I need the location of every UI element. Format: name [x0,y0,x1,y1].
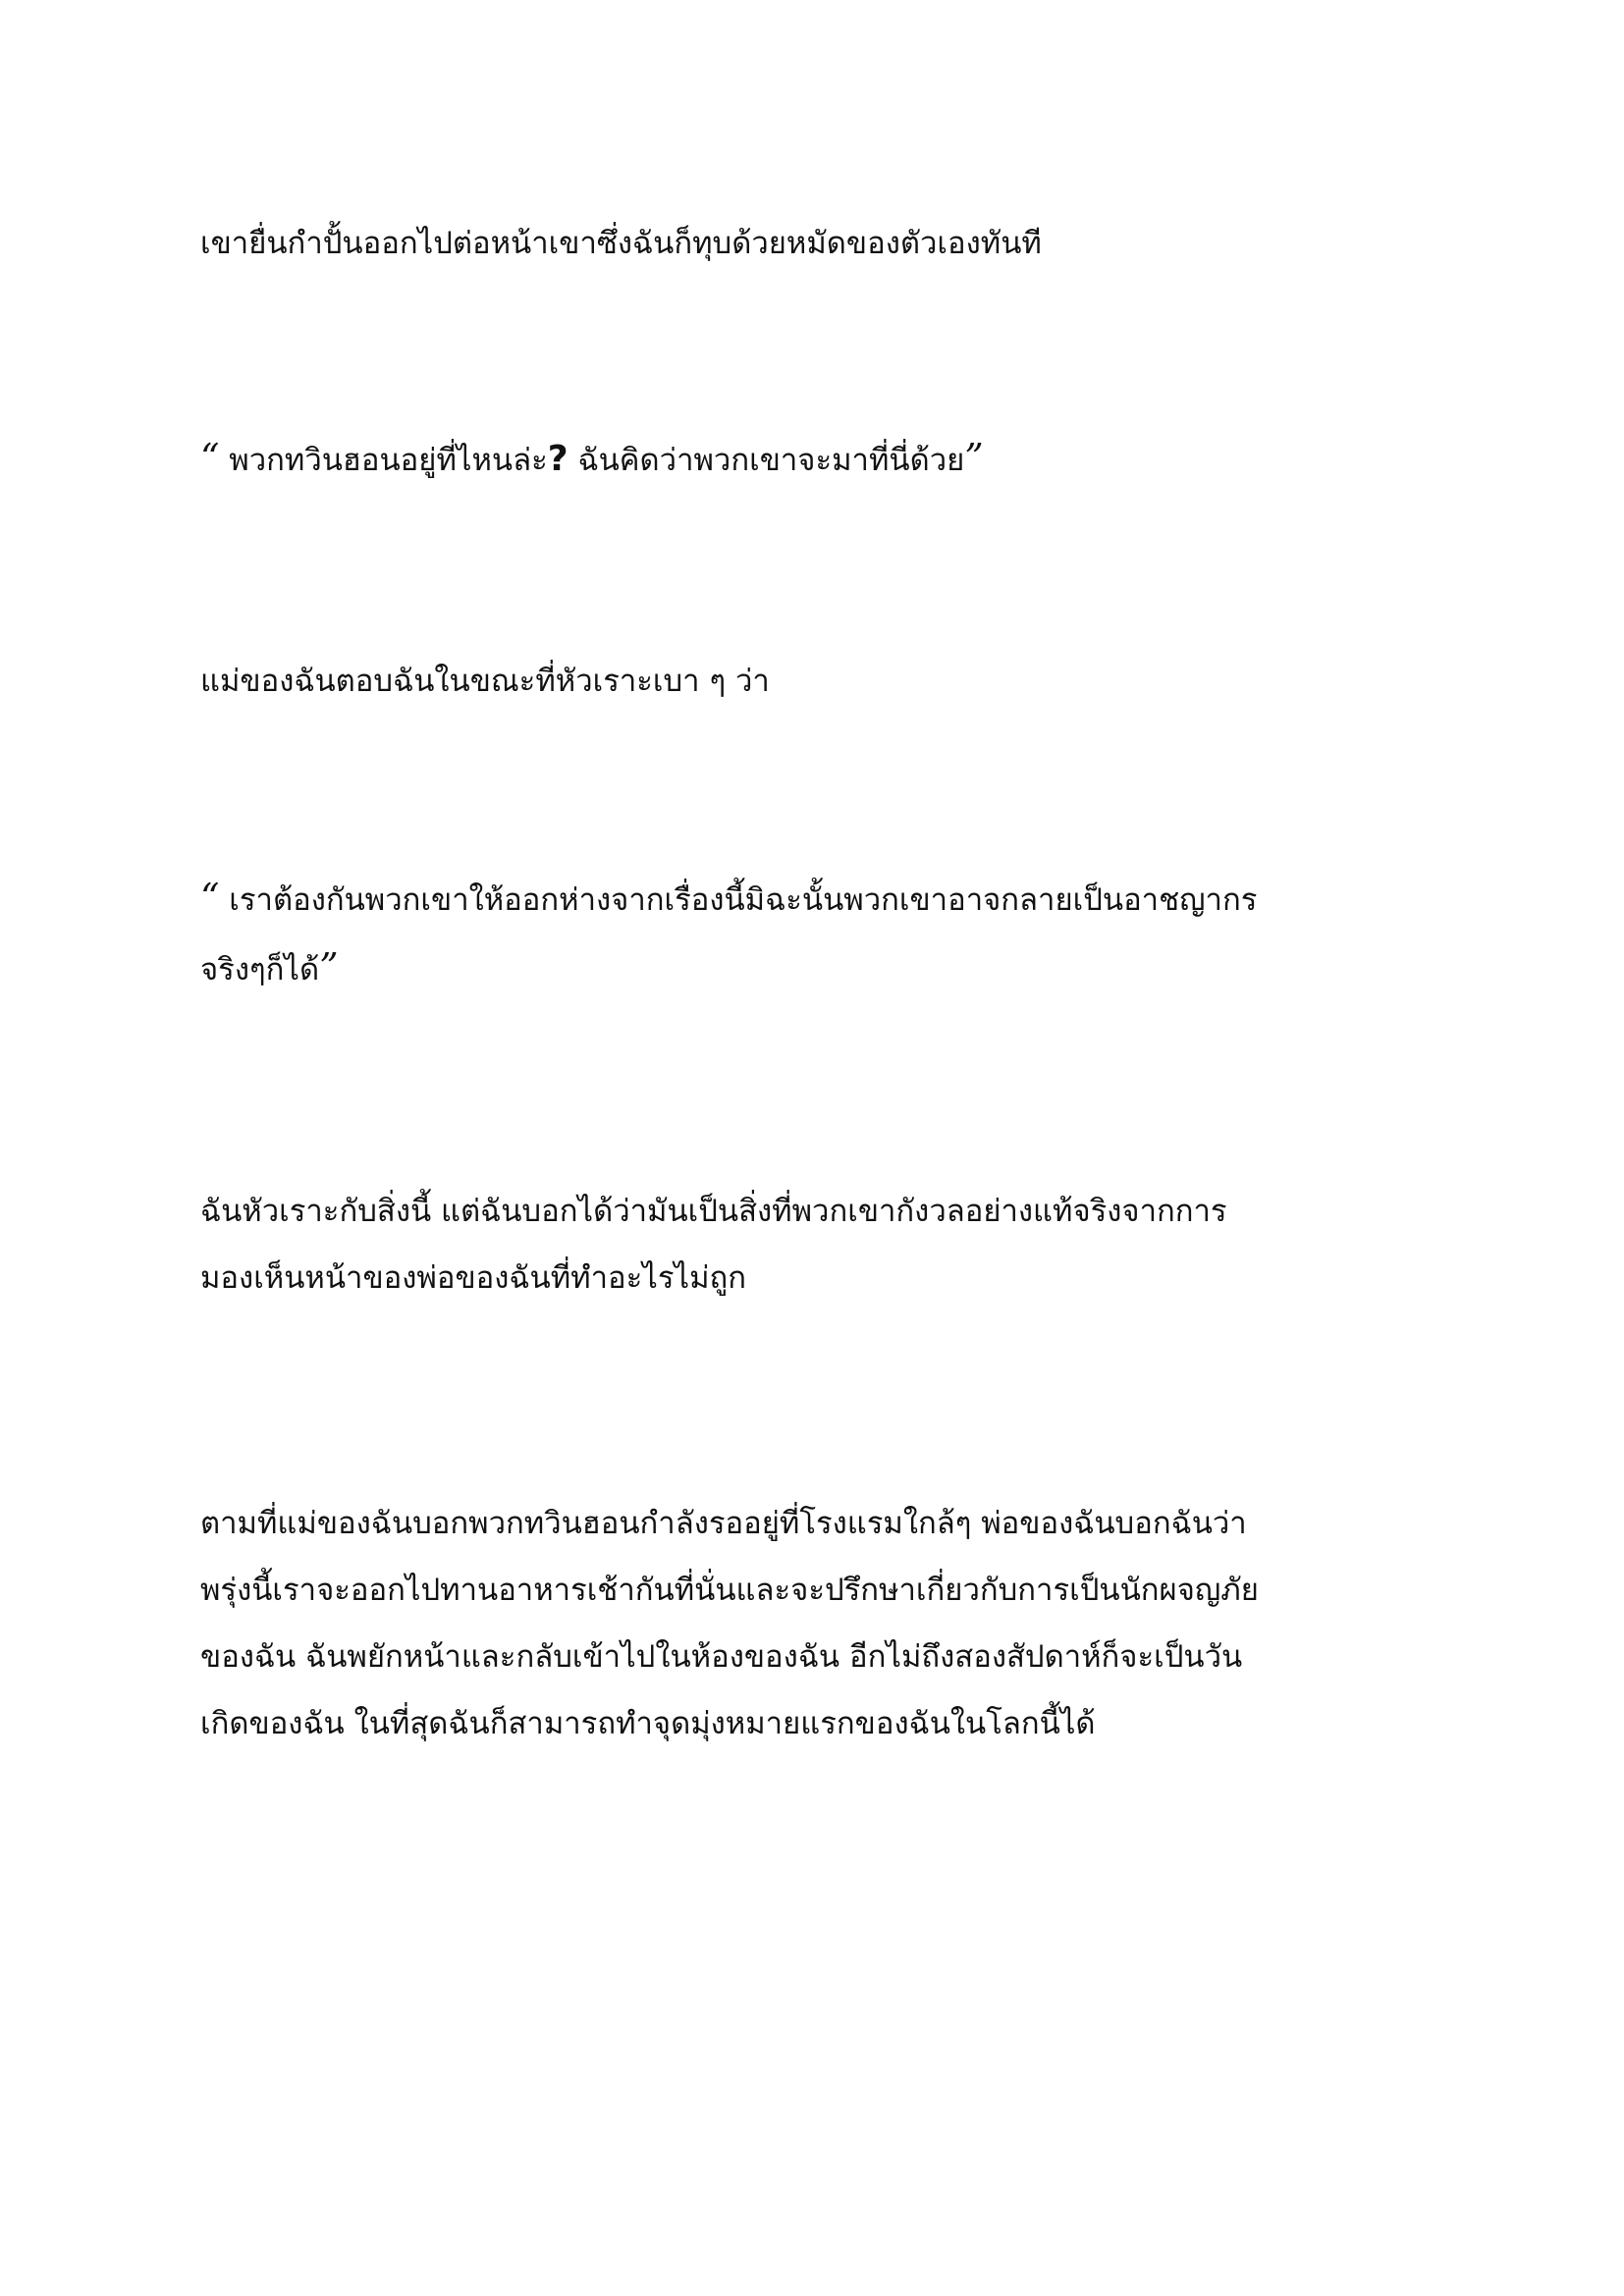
paragraph-line: แม่ของฉันตอบฉันในขณะที่หัวเราะเบา ๆ ว่า [200,664,770,699]
question-mark: ? [547,439,568,479]
paragraph-line: เขายื่นกำปั้นออกไปต่อหน้าเขาซึ่งฉันก็ทุบด้วยหมัดของตัวเองทันที [200,226,1042,261]
paragraph-1 [200,210,1437,277]
close-quote: ” [964,436,984,479]
paragraph-line [200,864,1437,934]
paragraph-4-dialogue [200,864,1437,1003]
paragraph-line: ตามที่แม่ของฉันบอกพวกทวินฮอนกำลังรออยู่ที่โรงแรมใกล้ๆ พ่อของฉันบอกฉันว่า [200,1506,1247,1541]
dialogue-text-b: ฉันคิดว่าพวกเขาจะมาที่นี่ด้วย [568,443,965,478]
paragraph-line: เกิดของฉัน ในที่สุดฉันก็สามารถทำจุดมุ่งหมายแรกของฉันในโลกนี้ได้ [200,1706,1096,1741]
paragraph-line [200,934,1437,1003]
paragraph-2-dialogue [200,424,1437,494]
paragraph-5 [200,1178,1437,1311]
paragraph-line: มองเห็นหน้าของพ่อของฉันที่ทำอะไรไม่ถูก [200,1260,747,1296]
dialogue-line-2: จริงๆก็ได้ [200,952,320,988]
open-quote: “ [200,876,220,919]
paragraph-line: ของฉัน ฉันพยักหน้าและกลับเข้าไปในห้องของฉัน อีกไม่ถึงสองสัปดาห์ก็จะเป็นวัน [200,1639,1243,1675]
paragraph-line: พรุ่งนี้เราจะออกไปทานอาหารเช้ากันที่นั่นและจะปรึกษาเกี่ยวกับการเป็นนักผจญภัย [200,1573,1259,1608]
paragraph-3 [200,648,1437,715]
paragraph-line: ฉันหัวเราะกับสิ่งนี้ แต่ฉันบอกได้ว่ามันเป็นสิ่งที่พวกเขากังวลอย่างแท้จริงจากการ [200,1194,1227,1229]
paragraph-line [200,424,1437,494]
open-quote: “ [200,436,220,479]
close-quote: ” [319,945,339,988]
paragraph-6 [200,1490,1437,1757]
dialogue-line-1: เราต้องกันพวกเขาให้ออกห่างจากเรื่องนี้มิฉะนั้นพวกเขาอาจกลายเป็นอาชญากร [219,882,1258,918]
dialogue-text-a: พวกทวินฮอนอยู่ที่ไหนล่ะ [219,443,548,478]
